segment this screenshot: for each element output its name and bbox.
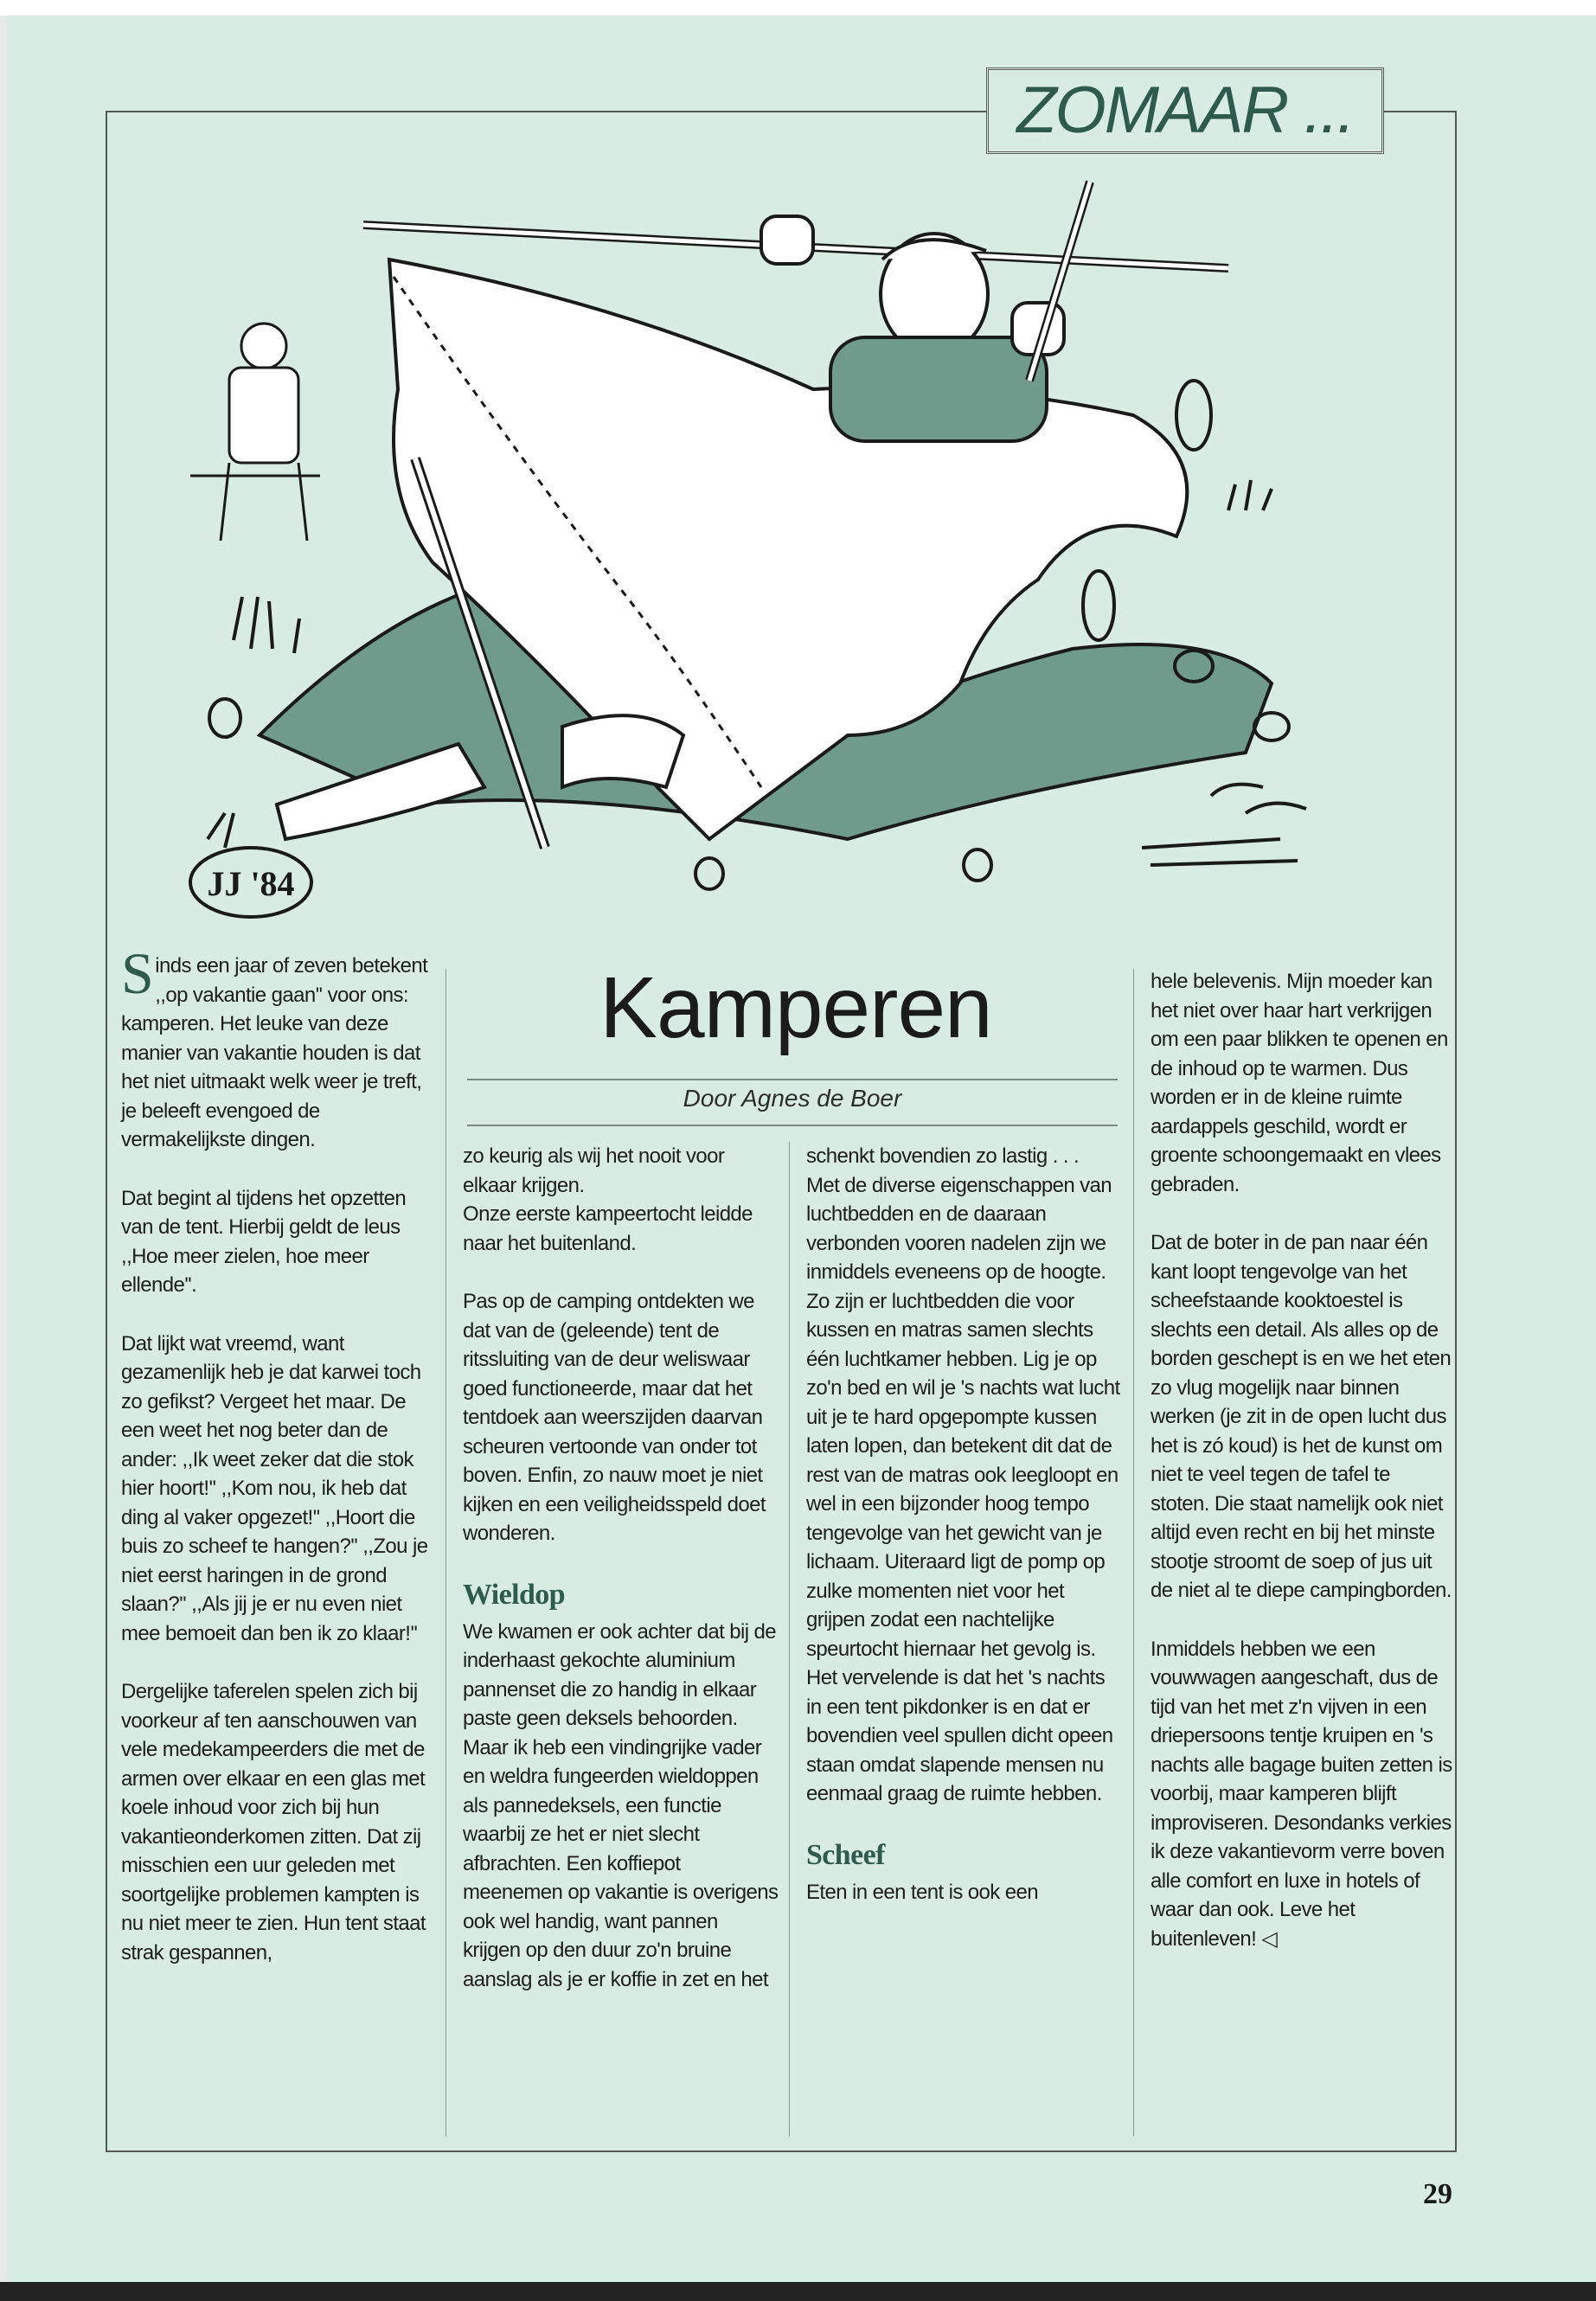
- column-rule-1: [445, 969, 446, 2137]
- paragraph-8: We kwamen er ook achter dat bij de inderhaast gekochte aluminium pannenset die zo handig in elkaar paste geen deksels behoorden. Maar ik heb een vindingrijke vader en weldra fungeerden wieldoppen als pannedeksels, een functie waarbij ze het er niet slecht afbrachten. Een koffiepot meenemen op vakantie is overigens ook wel handig, want pannen krijgen op den duur zo'n bruine aanslag als je er koffie in zet en het: [463, 1619, 779, 1991]
- svg-text:JJ '84: JJ '84: [207, 864, 295, 903]
- paragraph-9: schenkt bovendien zo lastig . . .: [806, 1144, 1080, 1168]
- column-4: [1151, 967, 1453, 1983]
- section-label: ZOMAAR ...: [986, 67, 1384, 154]
- column-rule-3: [1133, 969, 1134, 2137]
- byline-rule-bottom: [467, 1125, 1118, 1126]
- left-edge: [0, 16, 7, 2282]
- column-rule-2: [789, 1142, 790, 2137]
- subhead-wieldop: Wieldop: [463, 1578, 565, 1611]
- article-title: Kamperen: [599, 959, 992, 1056]
- byline: Door Agnes de Boer: [683, 1085, 902, 1112]
- paragraph-11: Eten in een tent is ook een: [806, 1880, 1039, 1904]
- paragraph-5: zo keurig als wij het nooit voor elkaar krijgen.: [463, 1144, 725, 1197]
- paragraph-4: Dergelijke taferelen spelen zich bij voorkeur af ten aanschouwen van vele medekampeerders die met de armen over elkaar en een glas met koele inhoud voor zich bij hun vakantieonderkomen zitten. Dat zij misschien een uur geleden met soortgelijke problemen kampten is nu niet meer te zien. Hun tent staat strak gespannen,: [121, 1680, 426, 1965]
- dropcap: S: [121, 940, 154, 1006]
- paragraph-7: Pas op de camping ontdekten we dat van de (geleende) tent de ritssluiting van de deur weliswaar goed functioneerde, maar dat het tentdoek aan weerszijden daarvan scheuren vertoonde van onder tot boven. Enfin, zo nauw moet je niet kijken en een veiligheidsspeld doet wonderen.: [463, 1290, 766, 1545]
- byline-rule-top: [467, 1079, 1118, 1080]
- column-1: [121, 940, 434, 1997]
- paragraph-3: Dat lijkt wat vreemd, want gezamenlijk heb je dat karwei toch zo gefikst? Vergeet het maar. De een weet het nog beter dan de ander: ,,Ik weet zeker dat die stok hier hoort!'' ,,Kom nou, ik heb dat ding al vaker opgezet!'' ,,Hoort die buis zo scheef te hangen?'' ,,Zou je niet eerst haringen in de grond slaan?'' ,,Als jij je er nu even niet mee bemoeit dan ben ik zo klaar!'': [121, 1331, 428, 1645]
- top-strip: [0, 0, 1596, 16]
- paragraph-2: Dat begint al tijdens het opzetten van de tent. Hierbij geldt de leus ,,Hoe meer zielen, hoe meer ellende''.: [121, 1186, 407, 1297]
- subhead-scheef: Scheef: [806, 1838, 885, 1871]
- paragraph-13: Dat de boter in de pan naar één kant loopt tengevolge van het scheefstaande kooktoestel is slechts een detail. Als alles op de borden geschept is en we het eten zo vlug mogelijk naar binnen werken (je zit in de open lucht dus het is zó koud) is het de kunst om niet te veel tegen de tafel te stoten. Die staat namelijk ook niet altijd even recht en bij het minste stootje stroomt de soep of jus uit de niet al te diepe campingborden.: [1151, 1231, 1452, 1602]
- paragraph-12: hele belevenis. Mijn moeder kan het niet over haar hart verkrijgen om een paar blikken te openen en de inhoud op te warmen. Dus worden er in de kleine ruimte aardappels geschild, wordt er groente schoongemaakt en vlees gebraden.: [1151, 970, 1448, 1196]
- paragraph-6: Onze eerste kampeertocht leidde naar het buitenland.: [463, 1202, 753, 1255]
- column-2: [463, 1142, 779, 2023]
- illustration-signature: [190, 848, 311, 917]
- paragraph-10: Met de diverse eigenschappen van luchtbedden en de daaraan verbonden vooren nadelen zijn we inmiddels eveneens op de hoogte. Zo zijn er luchtbedden die voor kussen en matras samen slechts één luchtkamer hebben. Lig je op zo'n bed en wil je 's nachts wat lucht uit je te hard opgepompte kussen laten lopen, dan betekent dit dat de rest van de matras ook leegloopt en wel in een bijzonder hoog tempo tengevolge van het gewicht van je lichaam. Uiteraard ligt de pomp op zulke momenten niet voor het grijpen zodat een nachtelijke speurtocht hiernaar het gevolg is. Het vervelende is dat het 's nachts in een tent pikdonker is en dat er bovendien veel spullen dicht opeen staan omdat slapende mensen nu eenmaal graag de ruimte hebben.: [806, 1173, 1120, 1805]
- column-3: [806, 1142, 1122, 1936]
- camping-tent-cartoon: [156, 130, 1436, 926]
- page-number: 29: [1423, 2178, 1452, 2210]
- paragraph-1: Sinds een jaar of zeven betekent ,,op vakantie gaan'' voor ons: kamperen. Het leuke van deze manier van vakantie houden is dat het niet uitmaakt welk weer je treft, je beleeft evengoed de vermakelijkste dingen.: [121, 940, 428, 1151]
- end-mark-icon: ◁: [1261, 1926, 1278, 1951]
- bottom-strip: [0, 2282, 1596, 2301]
- paragraph-14: Inmiddels hebben we een vouwwagen aangeschaft, dus de tijd van het met z'n vijven in een driepersoons tentje kruipen en 's nachts alle bagage buiten zetten is voorbij, maar kamperen blijft improviseren. Desondanks verkies ik deze vakantievorm verre boven alle comfort en luxe in hotels of waar dan ook. Leve het buitenleven! ◁: [1151, 1637, 1452, 1951]
